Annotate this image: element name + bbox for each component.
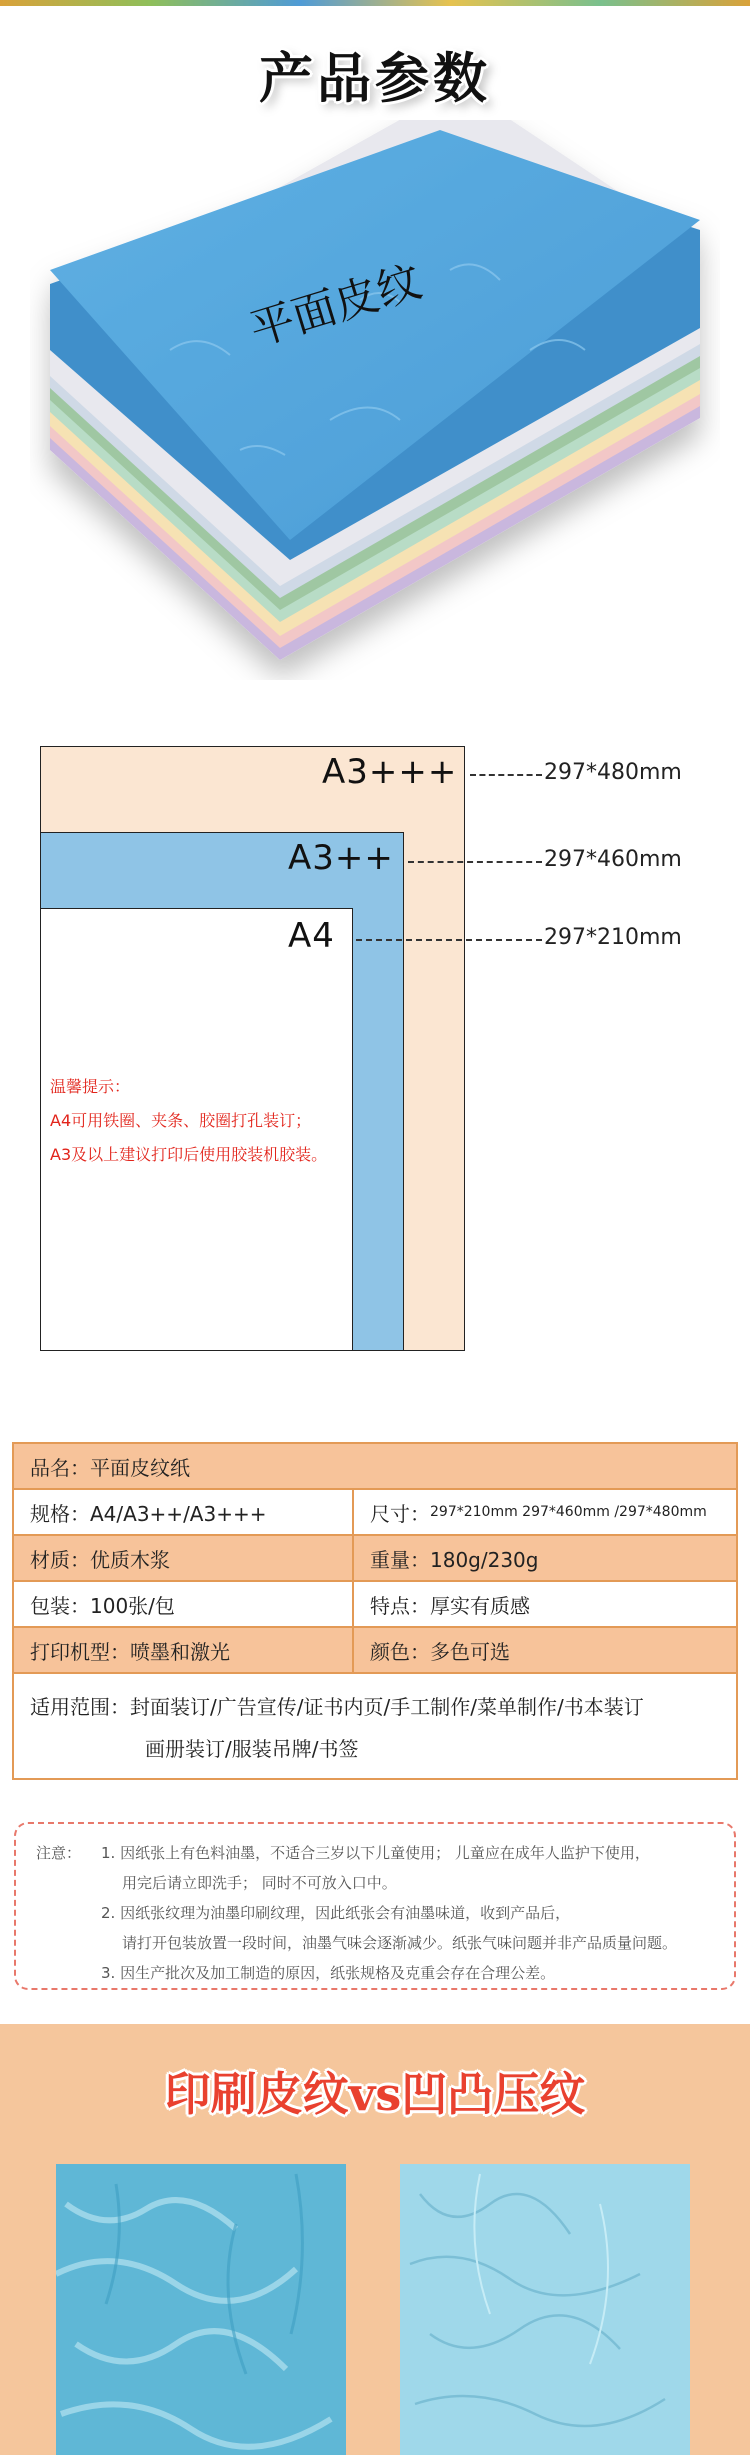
spec-row-material — [14, 1536, 736, 1582]
spec-row-model — [14, 1490, 736, 1536]
spec-printer: 打印机型：喷墨和激光 — [14, 1628, 354, 1672]
spec-size-value: 297*210mm 297*460mm /297*480mm — [430, 1504, 707, 1520]
section-header — [0, 36, 750, 113]
note-2a: 2. 因纸张纹理为油墨印刷纹理，因此纸张会有油墨味道，收到产品后， — [101, 1904, 571, 1922]
warm-tips-line-2: A3及以上建议打印后使用胶装机胶装。 — [50, 1145, 328, 1164]
spec-name: 品名：平面皮纹纸 — [30, 1455, 190, 1480]
comparison-banner — [0, 2024, 750, 2455]
spec-row-packing — [14, 1582, 736, 1628]
warm-tips — [50, 1070, 327, 1172]
printed-texture-swatch — [56, 2164, 346, 2455]
size-dim-a3-plus3: 297*480mm — [544, 760, 682, 785]
notes-label: 注意： — [36, 1844, 82, 1862]
size-label-a3-plus2: A3++ — [288, 838, 394, 878]
paper-stack-image — [30, 120, 720, 680]
notes-box — [14, 1822, 736, 1990]
comparison-title: 印刷皮纹vs凹凸压纹 — [164, 2067, 586, 2121]
warm-tips-line-1: A4可用铁圈、夹条、胶圈打孔装订； — [50, 1111, 312, 1130]
size-label-a4: A4 — [288, 916, 335, 956]
spec-weight: 重量：180g/230g — [370, 1547, 539, 1572]
size-leader-a4 — [356, 939, 542, 941]
hero-product-label: 平面皮纹 — [244, 256, 428, 357]
spec-packing: 包装：100张/包 — [14, 1582, 354, 1626]
spec-size — [354, 1490, 736, 1534]
size-dim-a4: 297*210mm — [544, 925, 682, 950]
size-leader-a3-plus3 — [470, 774, 542, 776]
note-1a: 1. 因纸张上有色料油墨，不适合三岁以下儿童使用； 儿童应在成年人监护下使用， — [101, 1844, 650, 1862]
spec-color: 颜色：多色可选 — [370, 1639, 510, 1664]
warm-tips-heading: 温馨提示： — [50, 1077, 131, 1096]
page-title: 产品参数 — [259, 47, 491, 110]
embossed-texture-swatch — [400, 2164, 690, 2455]
size-diagram — [0, 740, 750, 1380]
spec-material: 材质：优质木浆 — [14, 1536, 354, 1580]
size-leader-a3-plus2 — [408, 861, 542, 863]
size-dim-a3-plus2: 297*460mm — [544, 847, 682, 872]
note-3: 3. 因生产批次及加工制造的原因，纸张规格及克重会存在合理公差。 — [101, 1964, 556, 1982]
spec-model: 规格：A4/A3++/A3+++ — [14, 1490, 354, 1534]
spec-row-name — [14, 1444, 736, 1490]
spec-usage-line-2: 画册装订/服装吊牌/书签 — [145, 1737, 359, 1761]
spec-row-usage — [14, 1674, 736, 1778]
spec-row-printer — [14, 1628, 736, 1674]
top-color-strip — [0, 0, 750, 6]
size-label-a3-plus3: A3+++ — [322, 752, 458, 792]
spec-usage — [14, 1674, 660, 1778]
note-1b: 用完后请立即洗手； 同时不可放入口中。 — [122, 1874, 397, 1892]
spec-feature: 特点：厚实有质感 — [370, 1593, 530, 1618]
note-2b: 请打开包装放置一段时间，油墨气味会逐渐减少。纸张气味问题并非产品质量问题。 — [122, 1934, 678, 1952]
spec-usage-line-1: 适用范围：封面装订/广告宣传/证书内页/手工制作/菜单制作/书本装订 — [30, 1695, 644, 1719]
spec-table — [12, 1442, 738, 1780]
spec-size-label: 尺寸： — [370, 1501, 430, 1526]
